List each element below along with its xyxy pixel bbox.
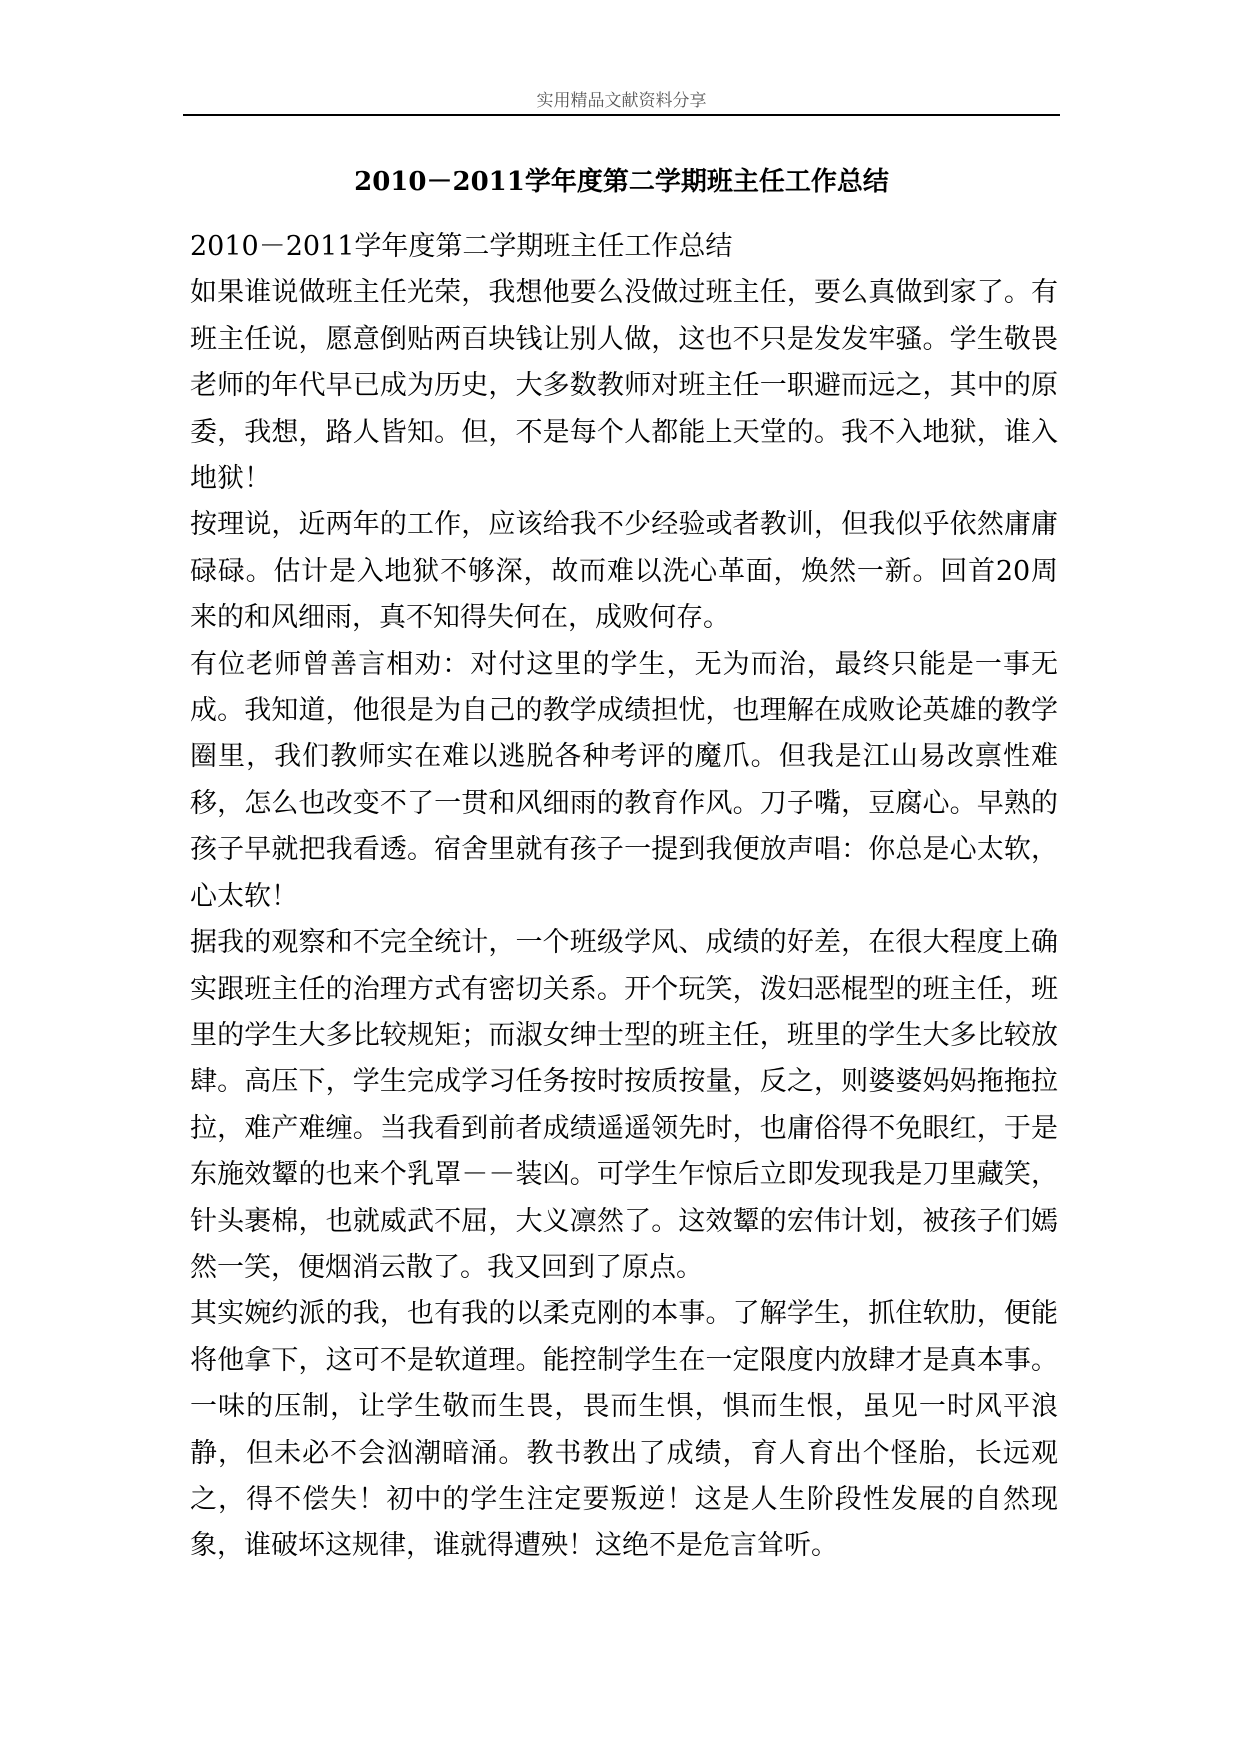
document-body xyxy=(190,224,1058,1570)
header-divider xyxy=(183,114,1060,116)
body-paragraph: 据我的观察和不完全统计，一个班级学风、成绩的好差，在很大程度上确实跟班主任的治理方式有密切关系。开个玩笑，泼妇恶棍型的班主任，班里的学生大多比较规矩；而淑女绅士型的班主任，班里的学生大多比较放肆。高压下，学生完成学习任务按时按质按量，反之，则婆婆妈妈拖拖拉拉，难产难缠。当我看到前者成绩遥遥领先时，也庸俗得不免眼红，于是东施效颦的也来个乳罩－－装凶。可学生乍惊后立即发现我是刀里藏笑，针头裹棉，也就威武不屈，大义凛然了。这效颦的宏伟计划，被孩子们嫣然一笑，便烟消云散了。我又回到了原点。 xyxy=(190,927,1058,1283)
document-title: 2010－2011学年度第二学期班主任工作总结 xyxy=(354,167,889,197)
body-paragraph: 按理说，近两年的工作，应该给我不少经验或者教训，但我似乎依然庸庸碌碌。估计是入地狱不够深，故而难以洗心革面，焕然一新。回首20周来的和风细雨，真不知得失何在，成败何存。 xyxy=(190,509,1058,634)
page-header: 实用精品文献资料分享 xyxy=(536,91,707,111)
subtitle-paragraph: 2010－2011学年度第二学期班主任工作总结 xyxy=(190,231,733,262)
body-paragraph: 其实婉约派的我，也有我的以柔克刚的本事。了解学生，抓住软肋，便能将他拿下，这可不是软道理。能控制学生在一定限度内放肆才是真本事。一味的压制，让学生敬而生畏，畏而生惧，惧而生恨，虽见一时风平浪静，但未必不会汹潮暗涌。教书教出了成绩，育人育出个怪胎，长远观之，得不偿失！初中的学生注定要叛逆！这是人生阶段性发展的自然现象，谁破坏这规律，谁就得遭殃！这绝不是危言耸听。 xyxy=(190,1298,1058,1562)
body-paragraph: 如果谁说做班主任光荣，我想他要么没做过班主任，要么真做到家了。有班主任说，愿意倒贴两百块钱让别人做，这也不只是发发牢骚。学生敬畏老师的年代早已成为历史，大多数教师对班主任一职避而远之，其中的原委，我想，路人皆知。但，不是每个人都能上天堂的。我不入地狱，谁入地狱！ xyxy=(190,277,1058,495)
body-paragraph: 有位老师曾善言相劝：对付这里的学生，无为而治，最终只能是一事无成。我知道，他很是为自己的教学成绩担忧，也理解在成败论英雄的教学圈里，我们教师实在难以逃脱各种考评的魔爪。但我是江山易改禀性难移，怎么也改变不了一贯和风细雨的教育作风。刀子嘴，豆腐心。早熟的孩子早就把我看透。宿舍里就有孩子一提到我便放声唱：你总是心太软，心太软！ xyxy=(190,648,1058,912)
